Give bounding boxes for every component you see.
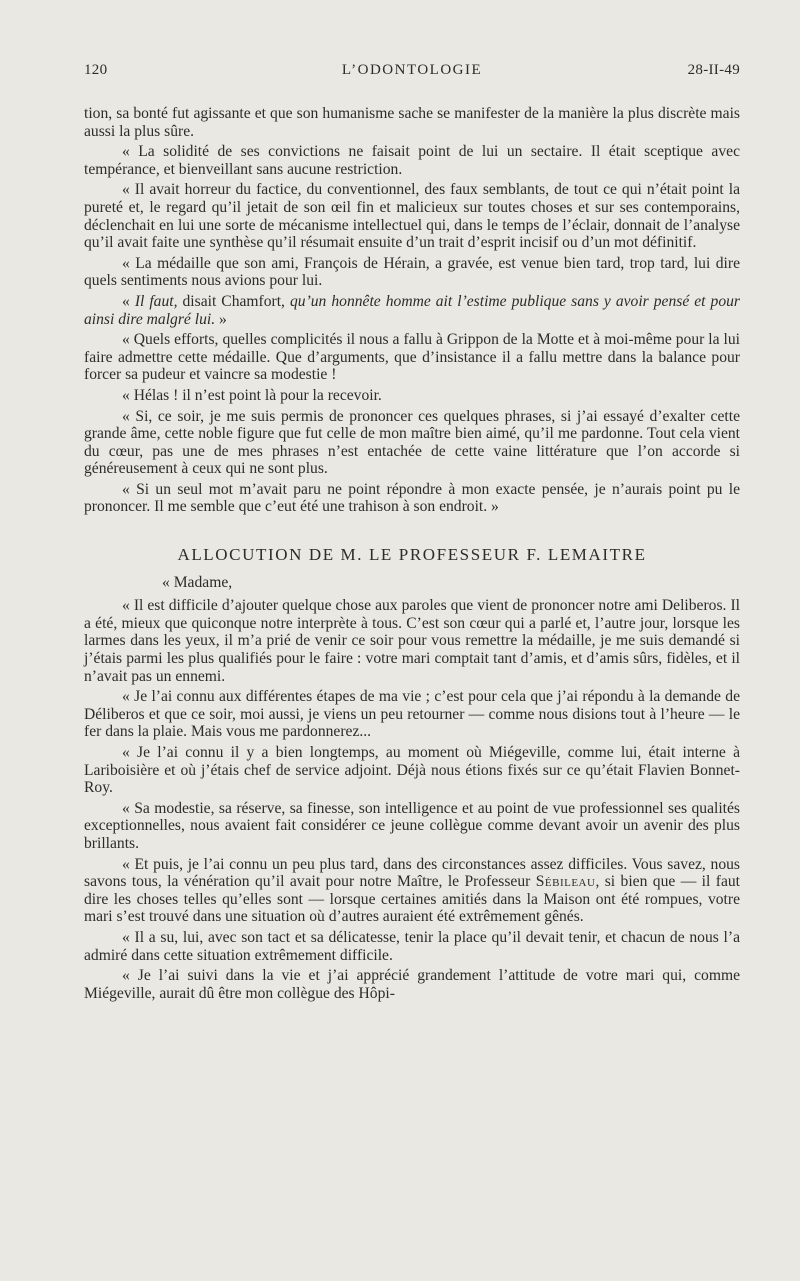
running-head	[84, 62, 740, 88]
quote-italic-1: Il faut,	[134, 292, 178, 310]
paragraph	[84, 856, 740, 926]
paragraph-continued: tion, sa bonté fut agissante et que son humanisme sache se manifester de la manière la plus discrète mais aussi la plus sûre.	[84, 105, 740, 140]
journal-title: L’ODONTOLOGIE	[341, 62, 483, 78]
quote-open: «	[122, 292, 135, 310]
paragraph: « Il avait horreur du factice, du conventionnel, des faux semblants, de tout ce qui n’était point la pureté et, le regard qu’il jetait de son œil fin et malicieux sur toutes choses et sur ses contemporains, déclenchait en lui une sorte de mécanisme intellectuel qui, dans le temps de l’éclair, donnait de l’analyse qu’il avait faite une synthèse qu’il résumait ensuite d’un trait d’esprit incisif ou d’un mot définitif.	[84, 181, 740, 252]
paragraph: « Je l’ai suivi dans la vie et j’ai apprécié grandement l’attitude de votre mari qui, comme Miégeville, aurait dû être mon collègue des Hôpi-	[84, 967, 740, 1002]
paragraph-part: « Et puis, je l’ai connu un peu plus tard, dans des circonstances assez difficiles. Vous savez, nous savons tous, la vénération qu’il avait pour notre Maître, le Professeur	[84, 855, 740, 891]
quotation-paragraph	[84, 293, 740, 328]
paragraph: « Quels efforts, quelles complicités il nous a fallu à Grippon de la Motte et à moi-même pour la lui faire admettre cette médaille. Que d’arguments, que d’insistance il a fallu mettre dans la balance pour forcer sa pudeur et vaincre sa modestie !	[84, 331, 740, 384]
paragraph: « La solidité de ses convictions ne faisait point de lui un sectaire. Il était sceptique avec tempérance, et bienveillant sans aucune restriction.	[84, 143, 740, 178]
paragraph: « Je l’ai connu il y a bien longtemps, au moment où Miégeville, comme lui, était interne à Lariboisière et où j’étais chef de service adjoint. Déjà nous étions fixés sur ce qu’était Flavien Bonnet-Roy.	[84, 744, 740, 797]
paragraph: « Sa modestie, sa réserve, sa finesse, son intelligence et au point de vue professionnel ses qualités exceptionnelles, nous avaient fait considérer ce jeune collègue comme devant avoir un avenir des plus brillants.	[84, 799, 740, 852]
quote-close: »	[215, 310, 227, 328]
article-body	[84, 105, 740, 1002]
paragraph: « Hélas ! il n’est point là pour la recevoir.	[122, 386, 382, 404]
paragraph: « Il a su, lui, avec son tact et sa délicatesse, tenir la place qu’il devait tenir, et chacun de nous l’a admiré dans cette situation extrêmement difficile.	[84, 928, 740, 964]
journal-page	[84, 62, 740, 1005]
quote-attribution: disait Chamfort,	[177, 292, 290, 310]
issue-date: 28-II-49	[687, 62, 740, 78]
paragraph-part: , si bien que — il faut dire les choses telles qu’elles sont — lorsque certaines amitiés dans la Maison ont été rompues, votre mari s’est trouvé dans une situation où d’autres auraient été extrêmement gênés.	[84, 873, 740, 926]
salutation: « Madame,	[162, 573, 233, 591]
quote-italic-2: qu’un honnête homme ait l’estime publique sans y avoir pensé et pour ainsi dire malgré lui.	[84, 292, 740, 328]
paragraph: « Il est difficile d’ajouter quelque chose aux paroles que vient de prononcer notre ami Deliberos. Il a été, mieux que quiconque notre interprète à tous. C’est son cœur qui a parlé et, l’autre jour, lorsque les larmes dans les yeux, il m’a prié de venir ce soir pour vous remettre la médaille, je me suis demandé si j’étais parmi les plus qualifiés pour le faire : votre mari comptait tant d’amis, et d’amis sûrs, fidèles, et il n’avait pas un ennemi.	[84, 597, 740, 685]
page-number: 120	[84, 62, 108, 78]
paragraph: « Je l’ai connu aux différentes étapes de ma vie ; c’est pour cela que j’ai répondu à la demande de Déliberos et que ce soir, moi aussi, je viens un peu retourner — comme nous disions tout à l’heure — le fer dans la plaie. Mais vous me pardonnerez...	[84, 688, 740, 741]
paragraph: « Si un seul mot m’avait paru ne point répondre à mon exacte pensée, je n’aurais point pu le prononcer. Il me semble que c’eut été une trahison à son endroit. »	[84, 480, 740, 516]
professor-name: Sébileau	[535, 873, 596, 891]
section-heading: ALLOCUTION DE M. LE PROFESSEUR F. LEMAITRE	[177, 545, 647, 565]
paragraph: « Si, ce soir, je me suis permis de prononcer ces quelques phrases, si j’ai essayé d’exalter cette grande âme, cette noble figure que fut celle de mon maître bien aimé, qu’il me pardonne. Tout cela vient du cœur, pas une de mes phrases n’est entachée de cette vaine littérature que l’on accorde si généreusement à ceux qui ne sont plus.	[84, 407, 740, 478]
paragraph: « La médaille que son ami, François de Hérain, a gravée, est venue bien tard, trop tard, lui dire quels sentiments nous avions pour lui.	[84, 254, 740, 290]
